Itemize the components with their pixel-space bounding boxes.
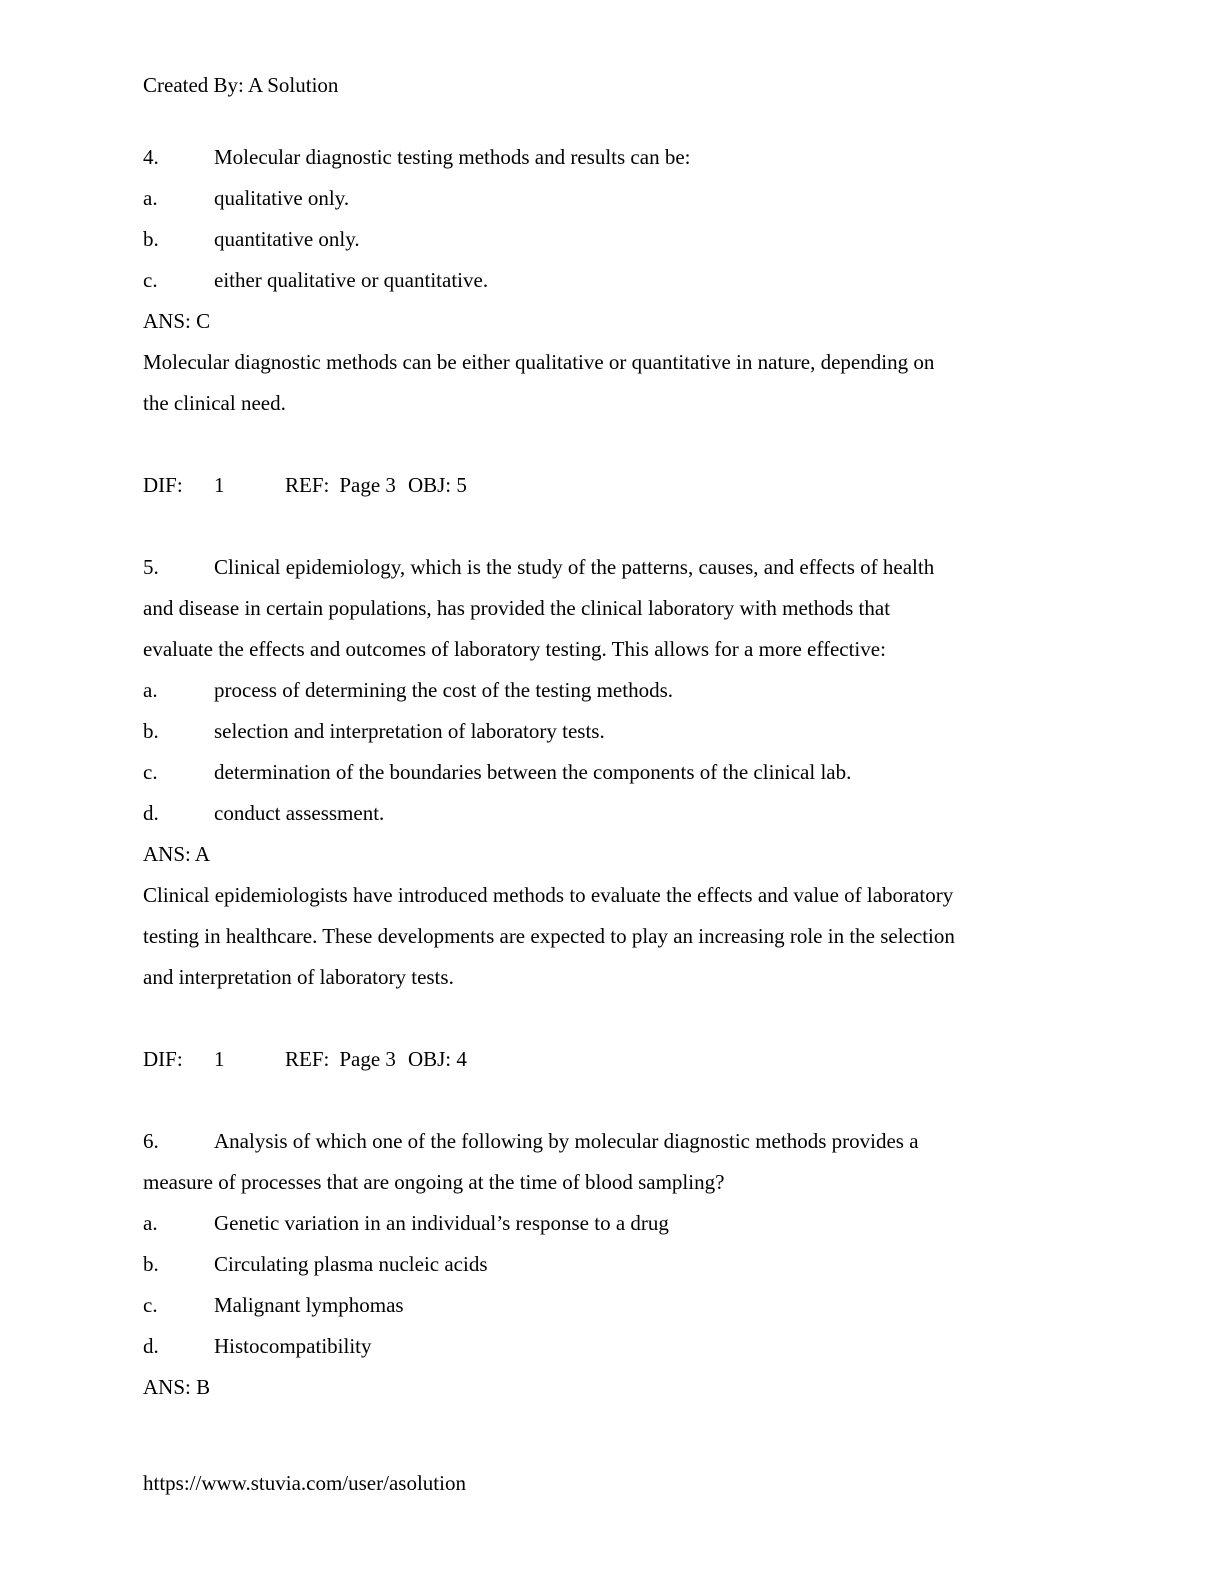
stem-line: Molecular diagnostic testing methods and results can be: — [214, 145, 691, 169]
stem-line: Analysis of which one of the following by molecular diagnostic methods provides a — [214, 1129, 919, 1153]
ref-value: Page 3 — [339, 1047, 396, 1071]
obj-value: OBJ: 5 — [407, 473, 467, 497]
question-5-rationale-line-3: and interpretation of laboratory tests. — [143, 965, 454, 989]
option-letter: a. — [143, 678, 158, 702]
dif-value: 1 — [214, 1047, 225, 1071]
option-text: qualitative only. — [214, 186, 350, 210]
option-text: Histocompatibility — [214, 1334, 372, 1358]
ref-label: REF: — [285, 473, 330, 497]
question-6-stem-line-2: measure of processes that are ongoing at the time of blood sampling? — [143, 1170, 725, 1194]
question-6-option-b — [143, 1254, 488, 1275]
question-4-option-b — [143, 229, 360, 250]
question-4-rationale-line-2: the clinical need. — [143, 391, 286, 415]
option-letter: b. — [143, 719, 159, 743]
footer-url: https://www.stuvia.com/user/asolution — [143, 1471, 466, 1495]
question-number: 4. — [143, 145, 159, 169]
option-letter: c. — [143, 760, 158, 784]
stem-line: Clinical epidemiology, which is the study of the patterns, causes, and effects of health — [214, 555, 935, 579]
dif-label: DIF: — [143, 1047, 183, 1071]
question-4-meta — [143, 475, 467, 496]
question-5-stem-line-2: and disease in certain populations, has provided the clinical laboratory with methods that — [143, 596, 891, 620]
question-6-answer: ANS: B — [143, 1375, 211, 1399]
question-6-stem-line-1 — [143, 1131, 919, 1152]
option-text: process of determining the cost of the testing methods. — [214, 678, 673, 702]
option-text: quantitative only. — [214, 227, 360, 251]
header-created-by: Created By: A Solution — [143, 73, 339, 97]
question-4-answer: ANS: C — [143, 309, 211, 333]
question-5-answer: ANS: A — [143, 842, 211, 866]
dif-label: DIF: — [143, 473, 183, 497]
option-letter: d. — [143, 1334, 159, 1358]
question-5-option-d — [143, 803, 384, 824]
option-letter: b. — [143, 227, 159, 251]
question-5-rationale-line-2: testing in healthcare. These developments are expected to play an increasing role in the selection — [143, 924, 955, 948]
question-5-stem-line-3: evaluate the effects and outcomes of laboratory testing. This allows for a more effective: — [143, 637, 886, 661]
option-text: determination of the boundaries between the components of the clinical lab. — [214, 760, 852, 784]
option-text: Genetic variation in an individual’s response to a drug — [214, 1211, 669, 1235]
question-5-rationale-line-1: Clinical epidemiologists have introduced methods to evaluate the effects and value of laboratory — [143, 883, 954, 907]
obj-value: OBJ: 4 — [407, 1047, 467, 1071]
option-letter: c. — [143, 268, 158, 292]
dif-value: 1 — [214, 473, 225, 497]
question-number: 5. — [143, 555, 159, 579]
option-text: conduct assessment. — [214, 801, 385, 825]
option-letter: a. — [143, 1211, 158, 1235]
question-4-option-c — [143, 270, 488, 291]
ref-label: REF: — [285, 1047, 330, 1071]
option-text: Malignant lymphomas — [214, 1293, 404, 1317]
option-letter: b. — [143, 1252, 159, 1276]
question-5-option-a — [143, 680, 673, 701]
question-6-option-d — [143, 1336, 372, 1357]
question-4-option-a — [143, 188, 349, 209]
option-text: either qualitative or quantitative. — [214, 268, 489, 292]
question-5-meta — [143, 1049, 467, 1070]
question-5-stem-line-1 — [143, 557, 934, 578]
question-4-rationale-line-1: Molecular diagnostic methods can be either qualitative or quantitative in nature, depending on — [143, 350, 935, 374]
question-6-option-a — [143, 1213, 669, 1234]
ref-value: Page 3 — [339, 473, 396, 497]
option-text: selection and interpretation of laboratory tests. — [214, 719, 605, 743]
option-letter: c. — [143, 1293, 158, 1317]
option-letter: d. — [143, 801, 159, 825]
question-number: 6. — [143, 1129, 159, 1153]
question-6-option-c — [143, 1295, 404, 1316]
option-text: Circulating plasma nucleic acids — [214, 1252, 488, 1276]
question-4-stem — [143, 147, 690, 168]
option-letter: a. — [143, 186, 158, 210]
question-5-option-b — [143, 721, 605, 742]
question-5-option-c — [143, 762, 851, 783]
